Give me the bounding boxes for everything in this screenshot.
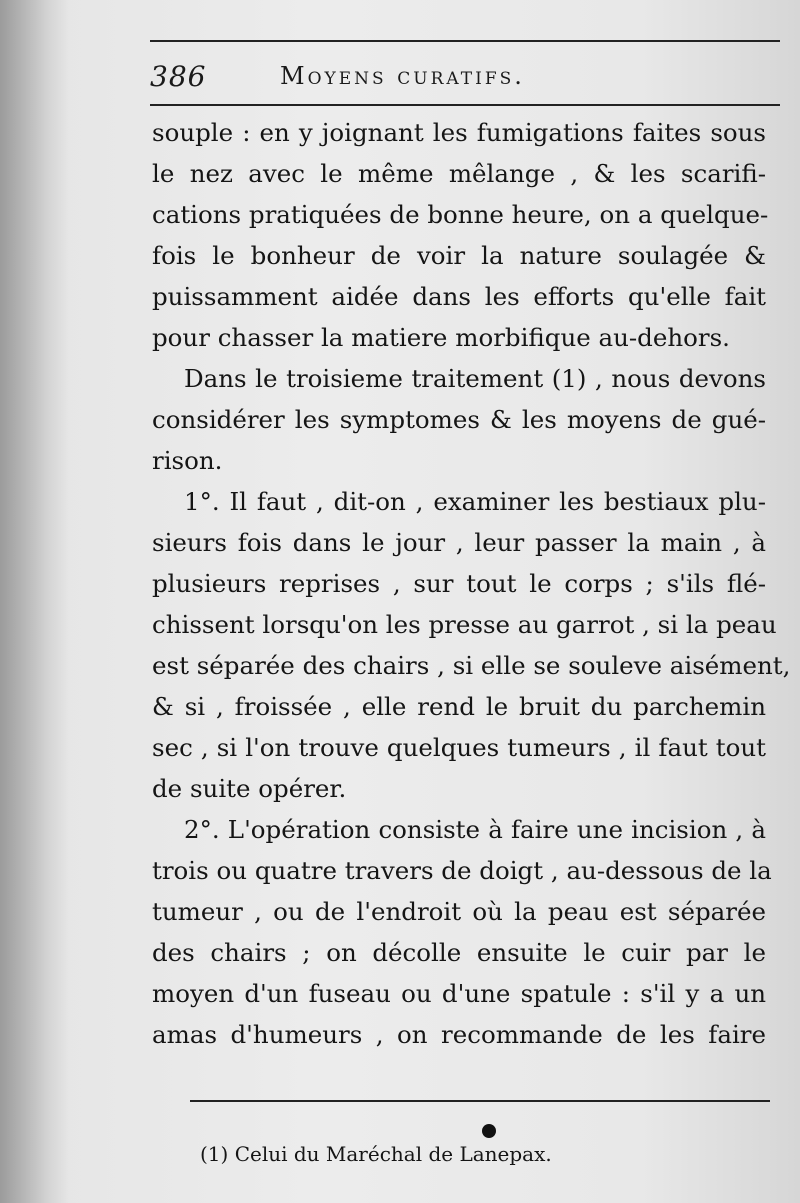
- page-header: [150, 50, 760, 96]
- footnote-rule: [190, 1100, 770, 1102]
- text-line: considérer les symptomes & les moyens de gué-: [152, 405, 766, 434]
- text-line: trois ou quatre travers de doigt , au-dessous de la: [152, 856, 772, 885]
- text-line: de suite opérer.: [152, 774, 347, 803]
- binding-shadow: [0, 0, 70, 1203]
- text-line: 2°. L'opération consiste à faire une incision , à: [184, 815, 766, 844]
- text-line: plusieurs reprises , sur tout le corps ; s'ils flé-: [152, 569, 766, 598]
- text-line: Dans le troisieme traitement (1) , nous devons: [184, 364, 766, 393]
- text-line: pour chasser la matiere morbifique au-dehors.: [152, 323, 730, 352]
- text-line: chissent lorsqu'on les presse au garrot , si la peau: [152, 610, 777, 639]
- text-line: & si , froissée , elle rend le bruit du parchemin: [152, 692, 766, 721]
- text-line: tumeur , ou de l'endroit où la peau est séparée: [152, 897, 766, 926]
- text-line: sec , si l'on trouve quelques tumeurs , il faut tout: [152, 733, 766, 762]
- text-line: sieurs fois dans le jour , leur passer la main , à: [152, 528, 766, 557]
- text-line: fois le bonheur de voir la nature soulagée &: [152, 241, 766, 270]
- text-line: souple : en y joignant les fumigations faites sous: [152, 118, 766, 147]
- footnote: (1) Celui du Maréchal de Lanepax.: [200, 1142, 552, 1166]
- page-number: 386: [150, 60, 207, 93]
- body-text: [152, 112, 791, 1055]
- text-line: moyen d'un fuseau ou d'une spatule : s'il y a un: [152, 979, 766, 1008]
- text-line: le nez avec le même mêlange , & les scarifi-: [152, 159, 766, 188]
- running-head: Moyens curatifs.: [280, 62, 525, 90]
- text-line: cations pratiquées de bonne heure, on a quelque-: [152, 200, 769, 229]
- text-line: rison.: [152, 446, 223, 475]
- text-line: 1°. Il faut , dit-on , examiner les bestiaux plu-: [184, 487, 766, 516]
- text-line: puissamment aidée dans les efforts qu'elle fait: [152, 282, 766, 311]
- header-top-rule: [150, 40, 780, 42]
- ink-blot: [482, 1124, 496, 1138]
- text-line: des chairs ; on décolle ensuite le cuir par le: [152, 938, 766, 967]
- text-line: amas d'humeurs , on recommande de les faire: [152, 1020, 766, 1049]
- text-line: est séparée des chairs , si elle se souleve aisément,: [152, 651, 791, 680]
- header-rule: [150, 104, 780, 106]
